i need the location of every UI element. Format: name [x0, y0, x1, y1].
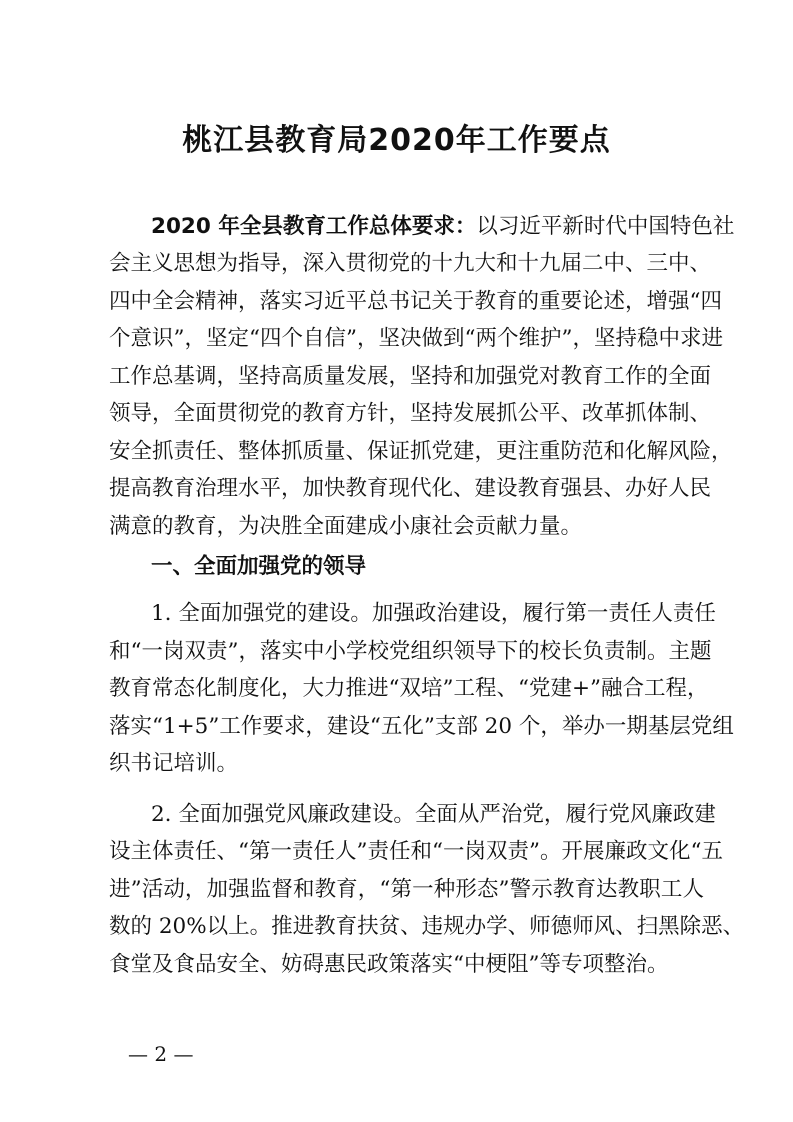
item2-line-5: 食堂及食品安全、妨碍惠民政策落实“中梗阻”等专项整治。 [109, 952, 669, 977]
intro-line-9: 满意的教育，为决胜全面建成小康社会贡献力量。 [109, 514, 583, 539]
intro-line-8: 提高教育治理水平，加快教育现代化、建设教育强县、办好人民 [109, 476, 712, 501]
intro-line-6: 领导，全面贯彻党的教育方针，坚持发展抓公平、改革抓体制、 [109, 401, 712, 426]
page-number: — 2 — [128, 1042, 194, 1066]
item1-line-1: 1. 全面加强党的建设。加强政治建设，履行第一责任人责任 [151, 601, 716, 626]
item1-line-4: 落实“1+5”工作要求，建设“五化”支部 20 个，举办一期基层党组 [109, 714, 734, 739]
intro-line-2: 会主义思想为指导，深入贯彻党的十九大和十九届二中、三中、 [109, 251, 712, 276]
intro-line-text: 以习近平新时代中国特色社 [476, 214, 735, 239]
intro-line-5: 工作总基调，坚持高质量发展，坚持和加强党对教育工作的全面 [109, 364, 712, 389]
item2-line-4: 数的 20%以上。推进教育扶贫、违规办学、师德师风、扫黑除恶、 [109, 914, 745, 939]
item2-line-2: 设主体责任、“第一责任人”责任和“一岗双责”。开展廉政文化“五 [109, 839, 723, 864]
item1-line-5: 织书记培训。 [109, 751, 239, 776]
intro-lead-label: 2020 年全县教育工作总体要求： [151, 214, 477, 239]
item1-line-3: 教育常态化制度化，大力推进“双培”工程、“党建+”融合工程， [109, 676, 709, 701]
intro-line-3: 四中全会精神，落实习近平总书记关于教育的重要论述，增强“四 [109, 289, 722, 314]
intro-line-1 [151, 212, 735, 242]
item1-line-2: 和“一岗双责”，落实中小学校党组织领导下的校长负责制。主题 [109, 639, 712, 664]
document-title: 桃江县教育局2020年工作要点 [182, 123, 611, 158]
intro-line-4: 个意识”，坚定“四个自信”，坚决做到“两个维护”，坚持稳中求进 [109, 326, 723, 351]
section-heading: 一、全面加强党的领导 [151, 554, 367, 579]
item2-line-3: 进”活动，加强监督和教育，“第一种形态”警示教育达教职工人 [109, 877, 704, 902]
item2-line-1: 2. 全面加强党风廉政建设。全面从严治党，履行党风廉政建 [151, 802, 716, 827]
intro-line-7: 安全抓责任、整体抓质量、保证抓党建，更注重防范和化解风险， [109, 439, 733, 464]
